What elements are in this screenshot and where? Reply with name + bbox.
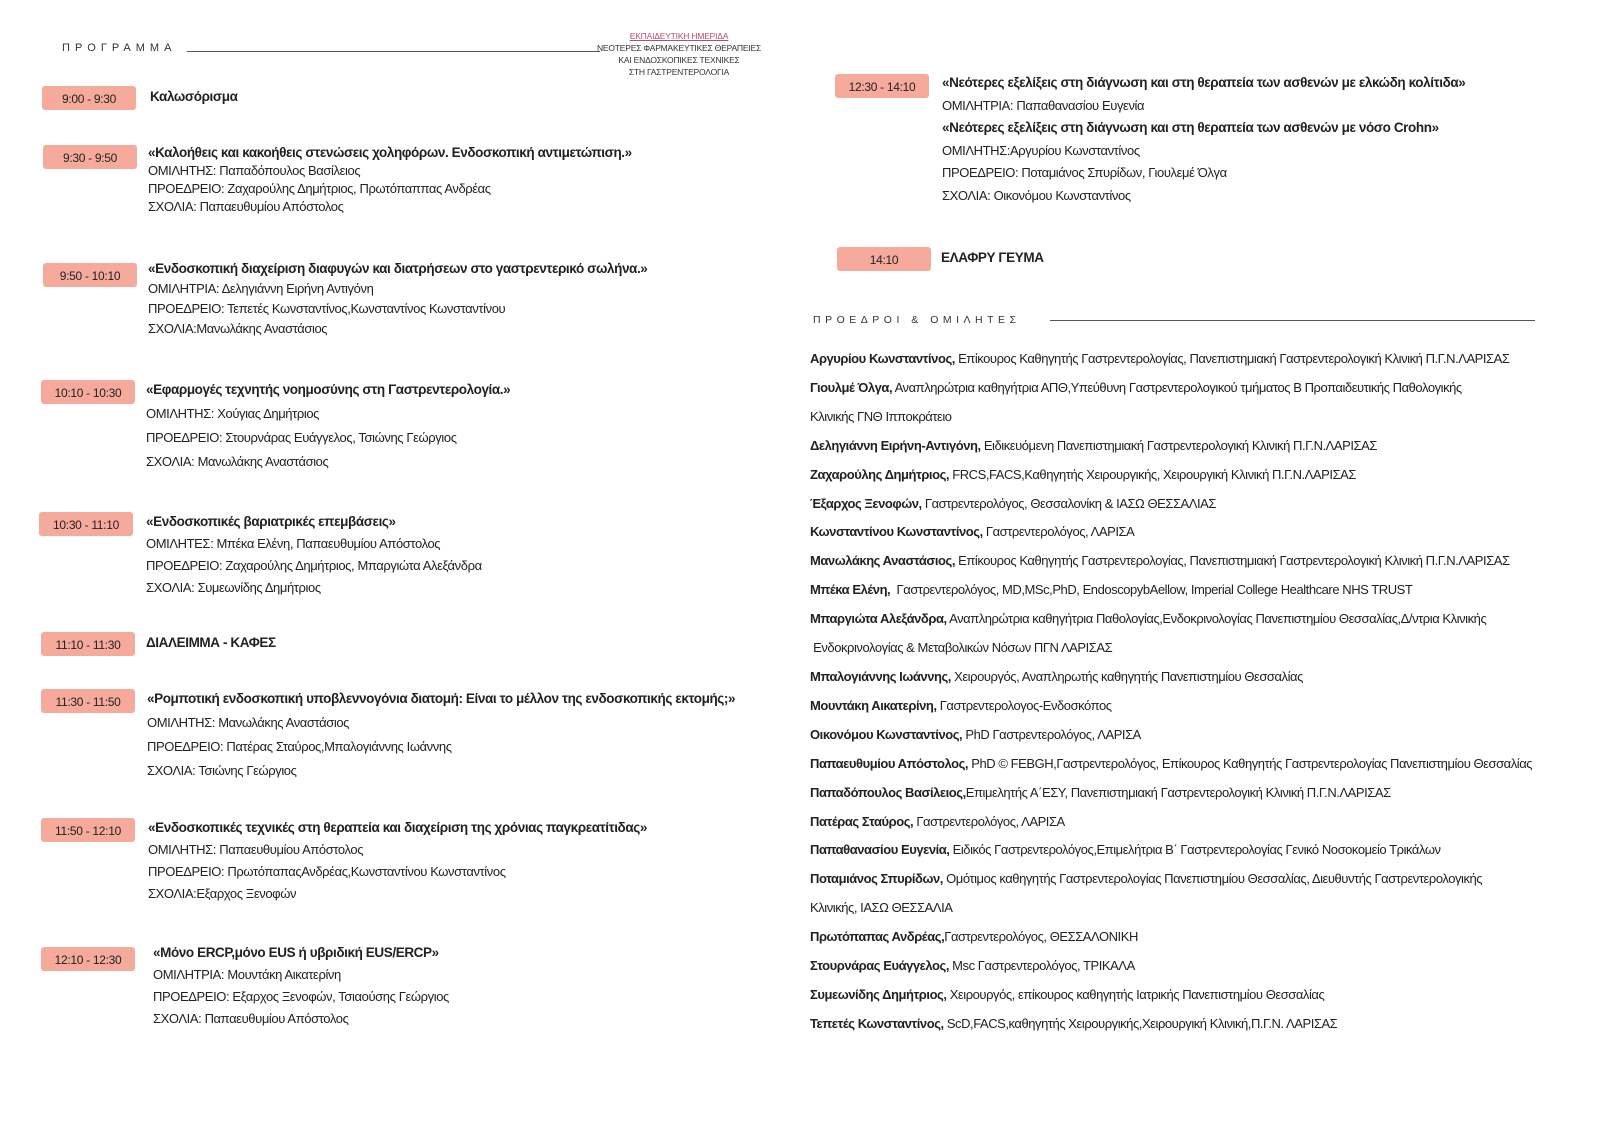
speaker-entry <box>810 836 1532 865</box>
time-badge: 11:10 - 11:30 <box>41 632 135 656</box>
speaker-name: Συμεωνίδης Δημήτριος, <box>810 986 947 1002</box>
event-title-line: ΝΕΟΤΕΡΕΣ ΦΑΡΜΑΚΕΥΤΙΚΕΣ ΘΕΡΑΠΕΙΕΣ <box>596 43 762 53</box>
session-title: «Νεότερες εξελίξεις στη διάγνωση και στη θεραπεία των ασθενών με νόσο Crohn» <box>942 120 1439 135</box>
speaker-affiliation: Γαστρεντερολόγος, MD,MSc,PhD, EndoscopybAellow, Imperial College Healthcare NHS TRUST <box>890 582 1413 598</box>
time-badge: 12:10 - 12:30 <box>41 947 135 971</box>
speaker-entry <box>810 634 1532 663</box>
session-detail: ΠΡΟΕΔΡΕΙΟ: Στουρνάρας Ευάγγελος, Τσιώνης Γεώργιος <box>146 430 457 445</box>
time-badge: 9:30 - 9:50 <box>43 145 137 169</box>
time-badge: 10:30 - 11:10 <box>39 512 133 536</box>
speaker-name: Παπαδόπουλος Βασίλειος, <box>810 784 966 800</box>
session-title: ΔΙΑΛΕΙΜΜΑ - ΚΑΦΕΣ <box>146 635 276 650</box>
session-block <box>148 259 647 339</box>
session-detail: ΣΧΟΛΙΑ: Συμεωνίδης Δημήτριος <box>146 580 321 595</box>
speaker-affiliation: Κλινικής, ΙΑΣΩ ΘΕΣΣΑΛΙΑ <box>810 900 953 916</box>
speaker-affiliation: Κλινικής ΓΝΘ Ιπποκράτειο <box>810 408 952 424</box>
speaker-name: Μπαργιώτα Αλεξάνδρα, <box>810 611 947 627</box>
speaker-entry <box>810 1010 1532 1039</box>
session-detail: ΣΧΟΛΙΑ: Τσιώνης Γεώργιος <box>147 763 297 778</box>
speaker-affiliation: Επιμελητής Α΄ΕΣΥ, Πανεπιστημιακή Γαστρεντερολογική Κλινική Π.Γ.Ν.ΛΑΡΙΣΑΣ <box>965 784 1391 800</box>
time-badge: 12:30 - 14:10 <box>835 74 929 98</box>
session-detail: ΣΧΟΛΙΑ: Οικονόμου Κωνσταντίνος <box>942 187 1131 203</box>
speakers-list <box>810 345 1532 1039</box>
session-block <box>147 687 735 783</box>
speaker-entry <box>810 663 1532 692</box>
session-block <box>148 817 647 905</box>
speaker-name: Κωνσταντίνου Κωνσταντίνος, <box>810 524 983 540</box>
speaker-name: Μπαλογιάννης Ιωάννης, <box>810 668 951 684</box>
session-detail: ΠΡΟΕΔΡΕΙΟ: Ζαχαρούλης Δημήτριος, Μπαργιώτα Αλεξάνδρα <box>146 558 482 573</box>
session-detail: ΠΡΟΕΔΡΕΙΟ: Ποταμιάνος Σπυρίδων, Γιουλεμέ Όλγα <box>942 165 1227 180</box>
speaker-affiliation: Αναπληρώτρια καθηγήτρια ΑΠΘ,Υπεύθυνη Γαστρεντερολογικού τμήματος Β Προπαιδευτικής Παθολογικής <box>892 379 1462 395</box>
session-detail: ΠΡΟΕΔΡΕΙΟ: Εξαρχος Ξενοφών, Τσιαούσης Γεώργιος <box>153 989 449 1004</box>
session-title: ΕΛΑΦΡΥ ΓΕΥΜΑ <box>941 250 1044 265</box>
speaker-name: Μουντάκη Αικατερίνη, <box>810 697 937 713</box>
speaker-affiliation: Χειρουργός, Αναπληρωτής καθηγητής Πανεπιστημίου Θεσσαλίας <box>950 668 1303 684</box>
session-title: «Καλοήθεις και κακοήθεις στενώσεις χοληφόρων. Ενδοσκοπική αντιμετώπιση.» <box>148 145 632 160</box>
session-detail: ΠΡΟΕΔΡΕΙΟ: Τεπετές Κωνσταντίνος,Κωνσταντίνος Κωνσταντίνου <box>148 301 506 316</box>
speaker-affiliation: Χειρουργός, επίκουρος καθηγητής Ιατρικής Πανεπιστημίου Θεσσαλίας <box>946 986 1325 1002</box>
event-title-line: ΚΑΙ ΕΝΔΟΣΚΟΠΙΚΕΣ ΤΕΧΝΙΚΕΣ <box>618 55 740 65</box>
speaker-name: Ζαχαρούλης Δημήτριος, <box>810 466 950 482</box>
speaker-affiliation: Ενδοκρινολογίας & Μεταβολικών Νόσων ΠΓΝ ΛΑΡΙΣΑΣ <box>810 640 1113 656</box>
speaker-entry <box>810 894 1532 923</box>
session-detail: ΟΜΙΛΗΤΕΣ: Μπέκα Ελένη, Παπαευθυμίου Απόστολος <box>146 536 441 551</box>
session-detail: ΣΧΟΛΙΑ: Παπαευθυμίου Απόστολος <box>153 1011 349 1026</box>
session-detail: ΟΜΙΛΗΤΗΣ: Παπαδόπουλος Βασίλειος <box>148 163 361 178</box>
speaker-affiliation: Ομότιμος καθηγητής Γαστρεντερολογίας Πανεπιστημίου Θεσσαλίας, Διευθυντής Γαστρεντερολογικής <box>942 871 1483 887</box>
speaker-affiliation: Επίκουρος Καθηγητής Γαστρεντερολογίας, Πανεπιστημιακή Γαστρεντερολογική Κλινική Π.Γ.Ν.ΛΑΡΙΣΑΣ <box>954 351 1510 366</box>
speaker-affiliation: Αναπληρώτρια καθηγήτρια Παθολογίας,Ενδοκρινολογίας Πανεπιστημίου Θεσσαλίας,Δ/ντρια Κλινικής <box>946 611 1487 627</box>
speaker-affiliation: Γαστρεντερολογος-Ενδοσκόπος <box>936 697 1112 713</box>
session-title: «Ενδοσκοπικές βαριατρικές επεμβάσεις» <box>146 514 396 529</box>
event-title-block <box>596 30 762 78</box>
session-detail: ΟΜΙΛΗΤΗΣ: Χούγιας Δημήτριος <box>146 406 320 421</box>
speaker-affiliation: Ειδικός Γαστρεντερολόγος,Επιμελήτρια Β΄ Γαστρεντερολογίας Γενικό Νοσοκομείο Τρικάλων <box>949 842 1441 858</box>
session-block <box>146 632 276 654</box>
speaker-entry <box>810 952 1532 981</box>
speaker-entry <box>810 865 1532 894</box>
speaker-entry <box>810 779 1532 808</box>
speaker-name: Γιουλμέ Όλγα, <box>810 379 893 395</box>
session-title: «Ενδοσκοπική διαχείριση διαφυγών και διατρήσεων στο γαστρεντερικό σωλήνα.» <box>148 261 648 276</box>
speaker-affiliation: PhD © FEBGH,Γαστρεντερολόγος, Επίκουρος Καθηγητής Γαστρεντερολογίας Πανεπιστημίου Θεσσαλίας <box>968 755 1533 771</box>
session-detail: ΟΜΙΛΗΤΡΙΑ: Δεληγιάννη Ειρήνη Αντιγόνη <box>148 281 374 296</box>
speaker-entry <box>810 374 1532 403</box>
session-title: «Νεότερες εξελίξεις στη διάγνωση και στη θεραπεία των ασθενών με ελκώδη κολίτιδα» <box>942 75 1466 90</box>
speaker-entry <box>810 605 1532 634</box>
session-block <box>146 378 510 474</box>
speaker-entry <box>810 721 1532 750</box>
speaker-name: Στουρνάρας Ευάγγελος, <box>810 958 949 974</box>
time-badge: 9:50 - 10:10 <box>43 263 137 287</box>
speaker-entry <box>810 981 1532 1010</box>
speaker-name: Μανωλάκης Αναστάσιος, <box>810 553 955 569</box>
speaker-name: Παπαθανασίου Ευγενία, <box>810 842 950 858</box>
session-block <box>153 942 449 1030</box>
speaker-name: Τεπετές Κωνσταντίνος, <box>810 1015 944 1031</box>
speaker-affiliation: PhD Γαστρεντερολόγος, ΛΑΡΙΣΑ <box>962 726 1141 742</box>
speaker-affiliation: Msc Γαστρεντερολόγος, ΤΡΙΚΑΛΑ <box>949 958 1135 974</box>
speaker-name: Πατέρας Σταύρος, <box>810 813 914 829</box>
session-title: «Εφαρμογές τεχνητής νοημοσύνης στη Γαστρεντερολογία.» <box>146 382 511 397</box>
speaker-affiliation: Επίκουρος Καθηγητής Γαστρεντερολογίας, Πανεπιστημιακή Γαστρεντερολογική Κλινική Π.Γ.Ν.ΛΑΡΙΣΑΣ <box>955 553 1510 569</box>
session-title: «Μόνο ERCP,μόνο EUS ή υβριδική EUS/ERCP» <box>153 945 439 960</box>
speaker-entry <box>810 461 1532 490</box>
speakers-divider <box>1050 320 1535 321</box>
time-badge: 10:10 - 10:30 <box>41 380 135 404</box>
time-badge: 14:10 <box>837 247 931 271</box>
session-detail: ΣΧΟΛΙΑ:Μανωλάκης Αναστάσιος <box>148 321 328 336</box>
speaker-entry <box>810 750 1532 779</box>
time-badge: 11:50 - 12:10 <box>41 818 135 842</box>
session-block <box>942 72 1465 207</box>
speaker-entry <box>810 518 1532 547</box>
event-type: ΕΚΠΑΙΔΕΥΤΙΚΗ ΗΜΕΡΙΔΑ <box>629 31 729 41</box>
program-heading: ΠΡΟΓΡΑΜΜΑ <box>62 42 177 54</box>
speaker-affiliation: Ειδικευόμενη Πανεπιστημιακή Γαστρεντερολογική Κλινική Π.Γ.Ν.ΛΑΡΙΣΑΣ <box>980 437 1377 453</box>
session-block <box>146 511 482 599</box>
speaker-name: Μπέκα Ελένη, <box>810 582 891 598</box>
speaker-name: Πρωτόπαπας Ανδρέας, <box>810 929 945 945</box>
time-badge: 9:00 - 9:30 <box>42 86 136 110</box>
session-detail: ΠΡΟΕΔΡΕΙΟ: Πατέρας Σταύρος,Μπαλογιάννης Ιωάννης <box>147 739 452 754</box>
speaker-name: Παπαευθυμίου Απόστολος, <box>810 755 969 771</box>
speaker-name: Ποταμιάνος Σπυρίδων, <box>810 871 943 887</box>
session-detail: ΣΧΟΛΙΑ: Παπαευθυμίου Απόστολος <box>148 199 344 214</box>
speaker-affiliation: Γαστρεντερολόγος, Θεσσαλονίκη & ΙΑΣΩ ΘΕΣΣΑΛΙΑΣ <box>921 495 1216 511</box>
session-detail: ΟΜΙΛΗΤΗΣ: Μανωλάκης Αναστάσιος <box>147 715 350 730</box>
session-detail: ΟΜΙΛΗΤΡΙΑ: Μουντάκη Αικατερίνη <box>153 967 341 982</box>
session-block <box>941 247 1044 269</box>
speaker-entry <box>810 923 1532 952</box>
header-divider <box>187 51 600 52</box>
session-title: Καλωσόρισμα <box>150 89 238 104</box>
speaker-name: Οικονόμου Κωνσταντίνος, <box>810 726 963 742</box>
session-detail: ΟΜΙΛΗΤΗΣ:Αργυρίου Κωνσταντίνος <box>942 142 1140 158</box>
speaker-entry <box>810 576 1532 605</box>
speaker-entry <box>810 432 1532 461</box>
session-block <box>148 144 632 216</box>
speaker-entry <box>810 345 1532 374</box>
speakers-heading: ΠΡΟΕΔΡΟΙ & ΟΜΙΛΗΤΕΣ <box>813 314 1021 326</box>
session-detail: ΣΧΟΛΙΑ: Μανωλάκης Αναστάσιος <box>146 454 329 469</box>
session-detail: ΣΧΟΛΙΑ:Εξαρχος Ξενοφών <box>148 886 297 901</box>
speaker-name: Δεληγιάννη Ειρήνη-Αντιγόνη, <box>810 437 981 453</box>
session-detail: ΠΡΟΕΔΡΕΙΟ: Ζαχαρούλης Δημήτριος, Πρωτόπαππας Ανδρέας <box>148 181 491 196</box>
speaker-entry <box>810 692 1532 721</box>
session-title: «Ενδοσκοπικές τεχνικές στη θεραπεία και διαχείριση της χρόνιας παγκρεατίτιδας» <box>148 820 647 835</box>
speaker-affiliation: Γαστρεντερολόγος, ΛΑΡΙΣΑ <box>913 813 1065 829</box>
speaker-entry <box>810 808 1532 837</box>
speaker-affiliation: ScD,FACS,καθηγητής Χειρουργικής,Χειρουργική Κλινική,Π.Γ.Ν. ΛΑΡΙΣΑΣ <box>943 1015 1338 1031</box>
session-detail: ΟΜΙΛΗΤΡΙΑ: Παπαθανασίου Ευγενία <box>942 97 1145 113</box>
session-title: «Ρομποτική ενδοσκοπική υποβλεννογόνια διατομή: Είναι το μέλλον της ενδοσκοπικής εκτομής;» <box>147 691 736 706</box>
time-badge: 11:30 - 11:50 <box>41 689 135 713</box>
speaker-name: Έξαρχος Ξενοφών, <box>810 495 922 511</box>
speaker-entry <box>810 490 1532 519</box>
speaker-affiliation: Γαστρεντερολόγος, ΛΑΡΙΣΑ <box>982 524 1135 540</box>
session-detail: ΟΜΙΛΗΤΗΣ: Παπαευθυμίου Απόστολος <box>148 842 364 857</box>
speaker-affiliation: FRCS,FACS,Καθηγητής Χειρουργικής, Χειρουργική Κλινική Π.Γ.Ν.ΛΑΡΙΣΑΣ <box>949 466 1356 482</box>
session-block <box>150 86 237 108</box>
speaker-affiliation: Γαστρεντερολόγος, ΘΕΣΣΑΛΟΝΙΚΗ <box>944 929 1138 945</box>
speaker-entry <box>810 547 1532 576</box>
session-detail: ΠΡΟΕΔΡΕΙΟ: ΠρωτόπαπαςΑνδρέας,Κωνσταντίνου Κωνσταντίνος <box>148 864 506 879</box>
speaker-entry <box>810 403 1532 432</box>
speaker-name: Αργυρίου Κωνσταντίνος, <box>810 351 955 366</box>
event-title-line: ΣΤΗ ΓΑΣΤΡΕΝΤΕΡΟΛΟΓΙΑ <box>628 67 730 77</box>
